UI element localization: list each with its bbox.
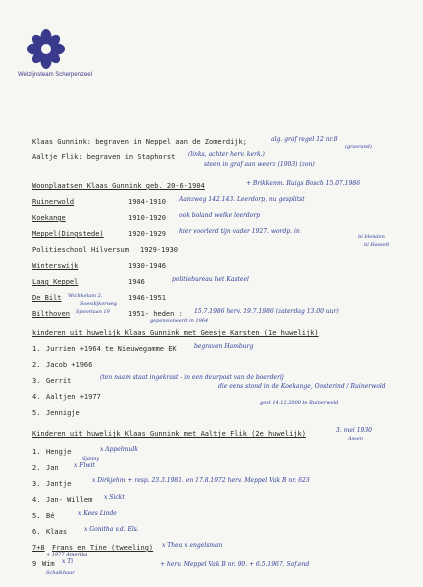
burial-note-3: steen in graf aan weerz (1903) (zon): [204, 161, 315, 168]
burial-note-1b: (grasrand): [345, 144, 372, 150]
logo-text: Welzijnsteam Scherpenzeel: [18, 72, 92, 78]
residence-place: Meppel(Dingstede): [32, 230, 104, 238]
burial-note-2: (links, achter herv. kerk.): [188, 151, 265, 158]
residence-years: 1930-1946: [128, 262, 166, 270]
child-note-below: Schalkhaar: [46, 570, 75, 576]
child-note: + herv. Meppel Vak B nr. 90. + 6.5.1967. Sof.end: [160, 561, 310, 568]
child-number: 4.: [32, 496, 41, 504]
child-name: Wim: [42, 560, 55, 568]
child-number: 2.: [32, 361, 41, 369]
flower-logo-icon: [26, 28, 66, 70]
residence-place: Bilthoven: [32, 310, 70, 318]
child-note: (ten naam staat ingekrast - in een deurpost van de boerderij: [100, 374, 284, 381]
child-name: Jan: [46, 464, 59, 472]
residence-years: 1910-1920: [128, 214, 166, 222]
child-name: Bé: [46, 512, 55, 520]
child-number: 1.: [32, 448, 41, 456]
child-number: 5.: [32, 512, 41, 520]
residence-note-right-2: bi Hasselt: [364, 242, 390, 248]
second-marriage-note-2: Assen: [348, 436, 363, 442]
child-note: x Thea x engelsman: [162, 542, 223, 549]
residence-years: 1951- heden :: [128, 310, 183, 318]
child-note: x Dirkjehm + resp. 23.3.1981. en 17.8.1972 herv. Meppel Vak B nr. 623: [92, 477, 310, 484]
child-number: 5.: [32, 409, 41, 417]
child-name: Klaas: [46, 528, 68, 536]
child-note-above: + 1977 Amerika: [46, 552, 88, 558]
child-name: Frans en Tine (tweeling): [52, 544, 154, 552]
child-name: Jacob +1966: [46, 361, 93, 369]
child-number: 6.: [32, 528, 41, 536]
child-name: Jennigje: [46, 409, 80, 417]
second-marriage-heading: Kinderen uit huwelijk Klaas Gunnink met Aaltje Flik (2e huwelijk): [32, 430, 306, 438]
residence-place: Laag Keppel: [32, 278, 79, 286]
child-note-x: x Ti: [62, 558, 74, 565]
burial-line-2: Aaltje Flik: begraven in Staphorst: [32, 153, 176, 161]
residence-years: 1929-1930: [140, 246, 178, 254]
residence-place: Winterswijk: [32, 262, 79, 270]
residence-address-note: Spoorlaan 19: [76, 309, 110, 315]
residence-note: ook boland welke leerdorp: [179, 212, 261, 219]
child-note-above: Sjanny: [82, 456, 100, 462]
child-name: Jurrien +1964 te Nieuwegamme EK: [46, 345, 177, 353]
residence-years: 1920-1929: [128, 230, 166, 238]
residence-note-below: gepensioneerd in 1964: [150, 318, 209, 324]
child-number: 3.: [32, 480, 41, 488]
residence-note: politiebureau het Kasteel: [172, 276, 249, 283]
child-number: 3.: [32, 377, 41, 385]
residence-years: 1946-1951: [128, 294, 166, 302]
residence-address-above: Soesdijkerweg: [80, 301, 118, 307]
child-note: x Gonitha v.d. Els.: [84, 526, 139, 533]
residence-note: 15.7.1986 herv. 19.7.1986 (zaterdag 13.00 uur): [194, 308, 339, 315]
child-name: Aaltjen +1977: [46, 393, 101, 401]
residence-place: Ruinerwold: [32, 198, 75, 206]
child-number: 4.: [32, 393, 41, 401]
residence-years: 1904-1910: [128, 198, 166, 206]
residence-note: hier voorlerd tijn vader 1927. wordp. in: [179, 228, 300, 235]
child-name: Jan- Willem: [46, 496, 93, 504]
child-number: 1.: [32, 345, 41, 353]
residence-years: 1946: [128, 278, 145, 286]
first-marriage-heading: kinderen uit huwelijk Klaas Gunnink met Geesje Karsten (1e huwelijk): [32, 329, 319, 337]
child-note: begraven Hamburg: [194, 343, 254, 350]
residences-heading-note: + Brikkenm. Ruigs Bosch 15.07.1986: [246, 180, 361, 187]
child-note-2: die eens stond in de Koekange, Oosterind / Ruinerwold: [218, 383, 386, 390]
child-note: x Kees Linde: [78, 510, 117, 517]
residence-place: Politieschool Hilversum: [32, 246, 129, 254]
child-note: x Appelmulk: [100, 446, 138, 453]
residence-address-note: Wichkelam 2.: [68, 293, 103, 299]
residence-note-right: bi blonden: [358, 234, 385, 240]
child-note: x Sickt: [104, 494, 125, 501]
child-number: 2.: [32, 464, 41, 472]
child-note-death: gest 14.12.2000 te Ruinerwold: [260, 400, 339, 406]
residences-heading: Woonplaatsen Klaas Gunnink geb. 20-6-1904: [32, 182, 205, 190]
child-note: x Flwit: [74, 462, 95, 469]
burial-line-1: Klaas Gunnink: begraven in Neppel aan de Zomerdijk;: [32, 138, 247, 146]
residence-place: Koekange: [32, 214, 66, 222]
residence-note: Aanzweg 142.143. Leerdorp, nu gesplitst: [179, 196, 305, 203]
child-number: 9: [32, 560, 37, 568]
child-name: Hengje: [46, 448, 72, 456]
second-marriage-note: 3. mei 1930: [336, 427, 372, 434]
child-name: Gerrit: [46, 377, 72, 385]
burial-note-1: alg. graf regel 12 nr.8: [271, 136, 338, 143]
child-number: 7+8: [32, 544, 45, 552]
child-name: Jantje: [46, 480, 72, 488]
residence-place: De Bilt: [32, 294, 62, 302]
